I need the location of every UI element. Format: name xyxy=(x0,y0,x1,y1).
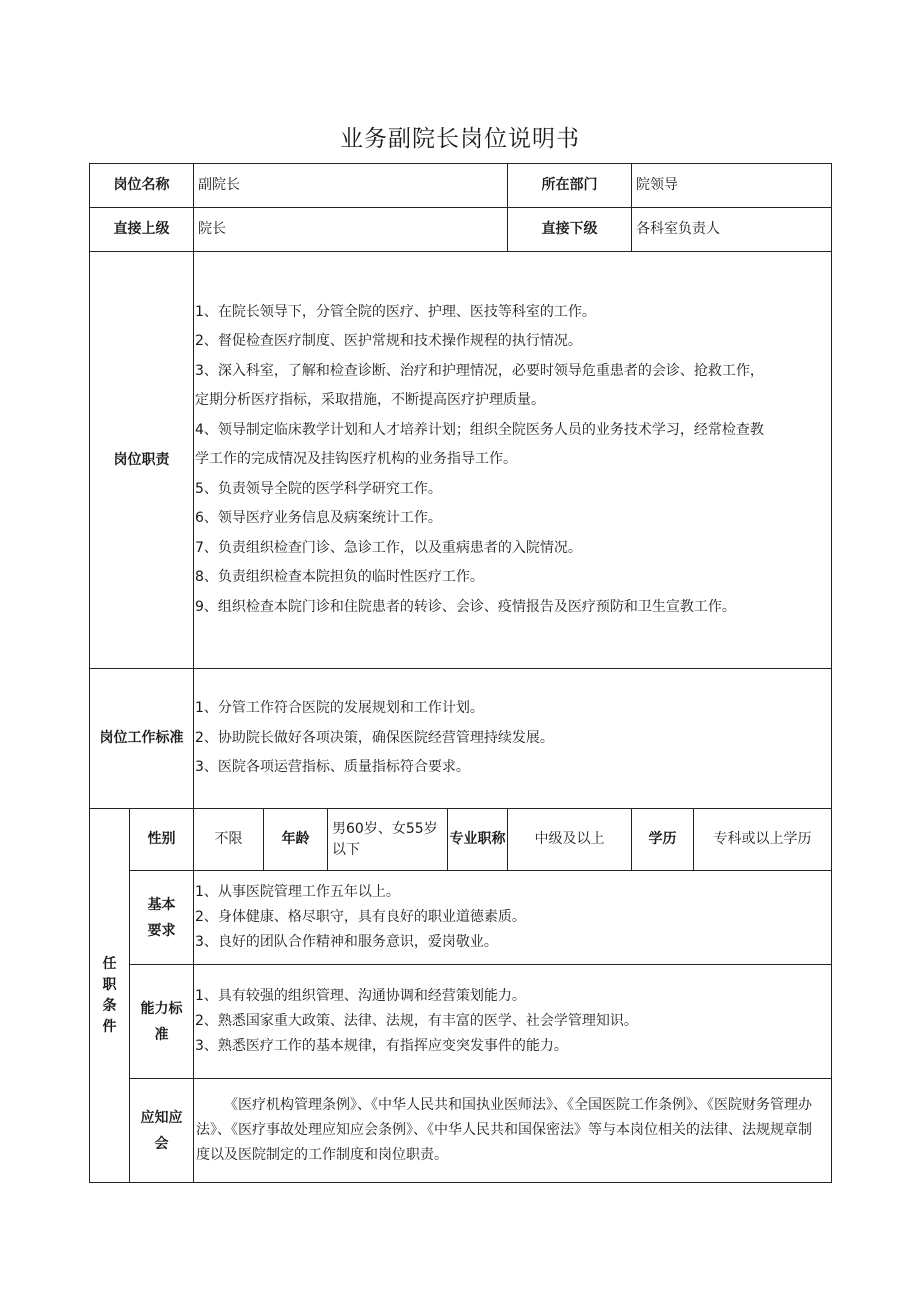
duty-item: 1、在院长领导下，分管全院的医疗、护理、医技等科室的工作。 xyxy=(195,303,596,320)
row-duties xyxy=(90,252,832,669)
gender-value: 不限 xyxy=(194,809,264,871)
basic-requirements-list xyxy=(194,871,832,965)
standard-item: 3、医院各项运营指标、质量指标符合要求。 xyxy=(195,759,470,776)
standards-label: 岗位工作标准 xyxy=(90,669,194,809)
age-label: 年龄 xyxy=(264,809,328,871)
gender-label: 性别 xyxy=(130,809,194,871)
qualifications-label: 任职条件 xyxy=(90,809,130,1183)
knowledge-label: 应知应会 xyxy=(130,1079,194,1183)
position-name-label: 岗位名称 xyxy=(90,164,194,208)
row-basic-requirements xyxy=(90,871,832,965)
subordinate-value: 各科室负责人 xyxy=(632,208,832,252)
duty-item: 学工作的完成情况及挂钩医疗机构的业务指导工作。 xyxy=(195,451,517,468)
requirement-item: 2、身体健康、格尽职守，具有良好的职业道德素质。 xyxy=(195,909,526,925)
supervisor-label: 直接上级 xyxy=(90,208,194,252)
row-ability xyxy=(90,965,832,1079)
knowledge-text: 《医疗机构管理条例》、《中华人民共和国执业医师法》、《全国医院工作条例》、《医院财务管理办法》、《医疗事故处理应知应会条例》、《中华人民共和国保密法》等与本岗位相关的法律、法规规章制度以及医院制定的工作制度和岗位职责。 xyxy=(194,1079,832,1183)
document-title: 业务副院长岗位说明书 xyxy=(340,126,580,152)
duties-label: 岗位职责 xyxy=(90,252,194,669)
requirement-item: 1、从事医院管理工作五年以上。 xyxy=(195,884,400,900)
ability-label: 能力标准 xyxy=(130,965,194,1079)
duty-item: 3、深入科室，了解和检查诊断、治疗和护理情况，必要时领导危重患者的会诊、抢救工作， xyxy=(195,362,764,379)
age-value: 男60岁、女55岁以下 xyxy=(328,809,448,871)
ability-item: 3、熟悉医疗工作的基本规律，有指挥应变突发事件的能力。 xyxy=(195,1038,568,1054)
education-label: 学历 xyxy=(632,809,694,871)
row-standards xyxy=(90,669,832,809)
ability-item: 1、具有较强的组织管理、沟通协调和经营策划能力。 xyxy=(195,988,526,1004)
row-knowledge xyxy=(90,1079,832,1183)
professional-title-value: 中级及以上 xyxy=(508,809,632,871)
duty-item: 7、负责组织检查门诊、急诊工作，以及重病患者的入院情况。 xyxy=(195,539,582,556)
duty-item: 8、负责组织检查本院担负的临时性医疗工作。 xyxy=(195,569,484,586)
duty-item: 5、负责领导全院的医学科学研究工作。 xyxy=(195,480,442,497)
department-label: 所在部门 xyxy=(508,164,632,208)
department-value: 院领导 xyxy=(632,164,832,208)
ability-item: 2、熟悉国家重大政策、法律、法规，有丰富的医学、社会学管理知识。 xyxy=(195,1013,638,1029)
duty-item: 9、组织检查本院门诊和住院患者的转诊、会诊、疫情报告及医疗预防和卫生宣教工作。 xyxy=(195,598,736,615)
requirement-item: 3、良好的团队合作精神和服务意识，爱岗敬业。 xyxy=(195,934,498,950)
ability-list xyxy=(194,965,832,1079)
position-name-value: 副院长 xyxy=(194,164,508,208)
row-supervisor xyxy=(90,208,832,252)
professional-title-label: 专业职称 xyxy=(448,809,508,871)
row-position xyxy=(90,164,832,208)
duty-item: 定期分析医疗指标，采取措施，不断提高医疗护理质量。 xyxy=(195,392,545,409)
duty-item: 2、督促检查医疗制度、医护常规和技术操作规程的执行情况。 xyxy=(195,333,582,350)
education-value: 专科或以上学历 xyxy=(694,809,832,871)
duties-list xyxy=(194,252,832,669)
standards-list xyxy=(194,669,832,809)
duty-item: 6、领导医疗业务信息及病案统计工作。 xyxy=(195,510,442,527)
supervisor-value: 院长 xyxy=(194,208,508,252)
standard-item: 1、分管工作符合医院的发展规划和工作计划。 xyxy=(195,700,484,717)
job-description-table xyxy=(89,163,832,1183)
duty-item: 4、领导制定临床教学计划和人才培养计划；组织全院医务人员的业务技术学习，经常检查教 xyxy=(195,421,764,438)
standard-item: 2、协助院长做好各项决策，确保医院经营管理持续发展。 xyxy=(195,729,554,746)
row-basic-attributes xyxy=(90,809,832,871)
subordinate-label: 直接下级 xyxy=(508,208,632,252)
basic-requirements-label: 基本要求 xyxy=(130,871,194,965)
